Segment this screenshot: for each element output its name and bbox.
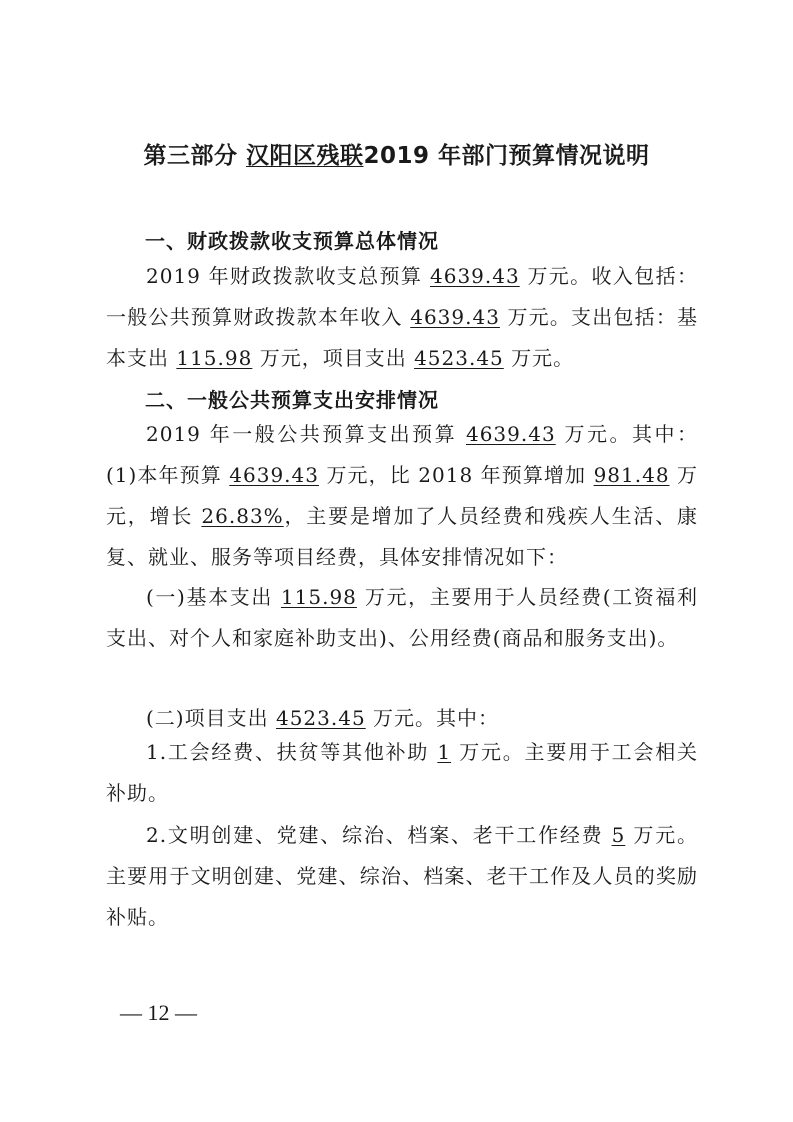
item2-amount: 5 — [611, 823, 626, 847]
title-org: 汉阳区残联 — [245, 143, 364, 169]
growth-rate: 26.83% — [201, 504, 284, 528]
section1-heading: 一、财政拨款收支预算总体情况 — [145, 229, 439, 253]
basic-expense-amount-2: 115.98 — [280, 585, 357, 609]
budget-increase: 981.48 — [593, 463, 670, 487]
section2-heading: 二、一般公共预算支出安排情况 — [145, 388, 439, 412]
section1-paragraph: 2019 年财政拨款收支总预算 4639.43 万元。收入包括：一般公共预算财政拨款本年收入 4639.43 万元。支出包括：基本支出 115.98 万元，项目支出 4523.45 万元。 — [106, 264, 699, 370]
project-item-1: 1.工会经费、扶贫等其他补助 1 万元。主要用于工会相关补助。 — [106, 740, 698, 805]
title-suffix: 2019 年部门预算情况说明 — [363, 143, 650, 169]
income-amount: 4639.43 — [410, 305, 500, 329]
project-item-2: 2.文明创建、党建、综治、档案、老干工作经费 5 万元。主要用于文明创建、党建、综治、档案、老干工作及人员的奖励补贴。 — [106, 823, 698, 929]
project-expense-amount: 4523.45 — [414, 346, 504, 370]
basic-expense-amount: 115.98 — [176, 346, 253, 370]
item1-amount: 1 — [437, 740, 452, 764]
page-number: — 12 — — [120, 1000, 197, 1025]
current-year-budget: 4639.43 — [229, 463, 319, 487]
project-expense-amount-2: 4523.45 — [275, 706, 366, 730]
section2-paragraph: 2019 年一般公共预算支出预算 4639.43 万元。其中：(1)本年预算 4639.43 万元，比 2018 年预算增加 981.48 万元，增长 26.83%，主要是增加了人员经费和残疾人生活、康复、就业、服务等项目经费，具体安排情况如下： — [106, 422, 699, 569]
public-budget-total: 4639.43 — [465, 422, 556, 446]
page-title — [0, 137, 793, 170]
basic-expense-paragraph: (一)基本支出 115.98 万元，主要用于人员经费(工资福利支出、对个人和家庭补助支出)、公用经费(商品和服务支出)。 — [106, 585, 698, 650]
title-prefix: 第三部分 — [143, 143, 246, 169]
total-budget-amount: 4639.43 — [430, 264, 520, 288]
project-expense-paragraph: (二)项目支出 4523.45 万元。其中： — [146, 706, 500, 730]
